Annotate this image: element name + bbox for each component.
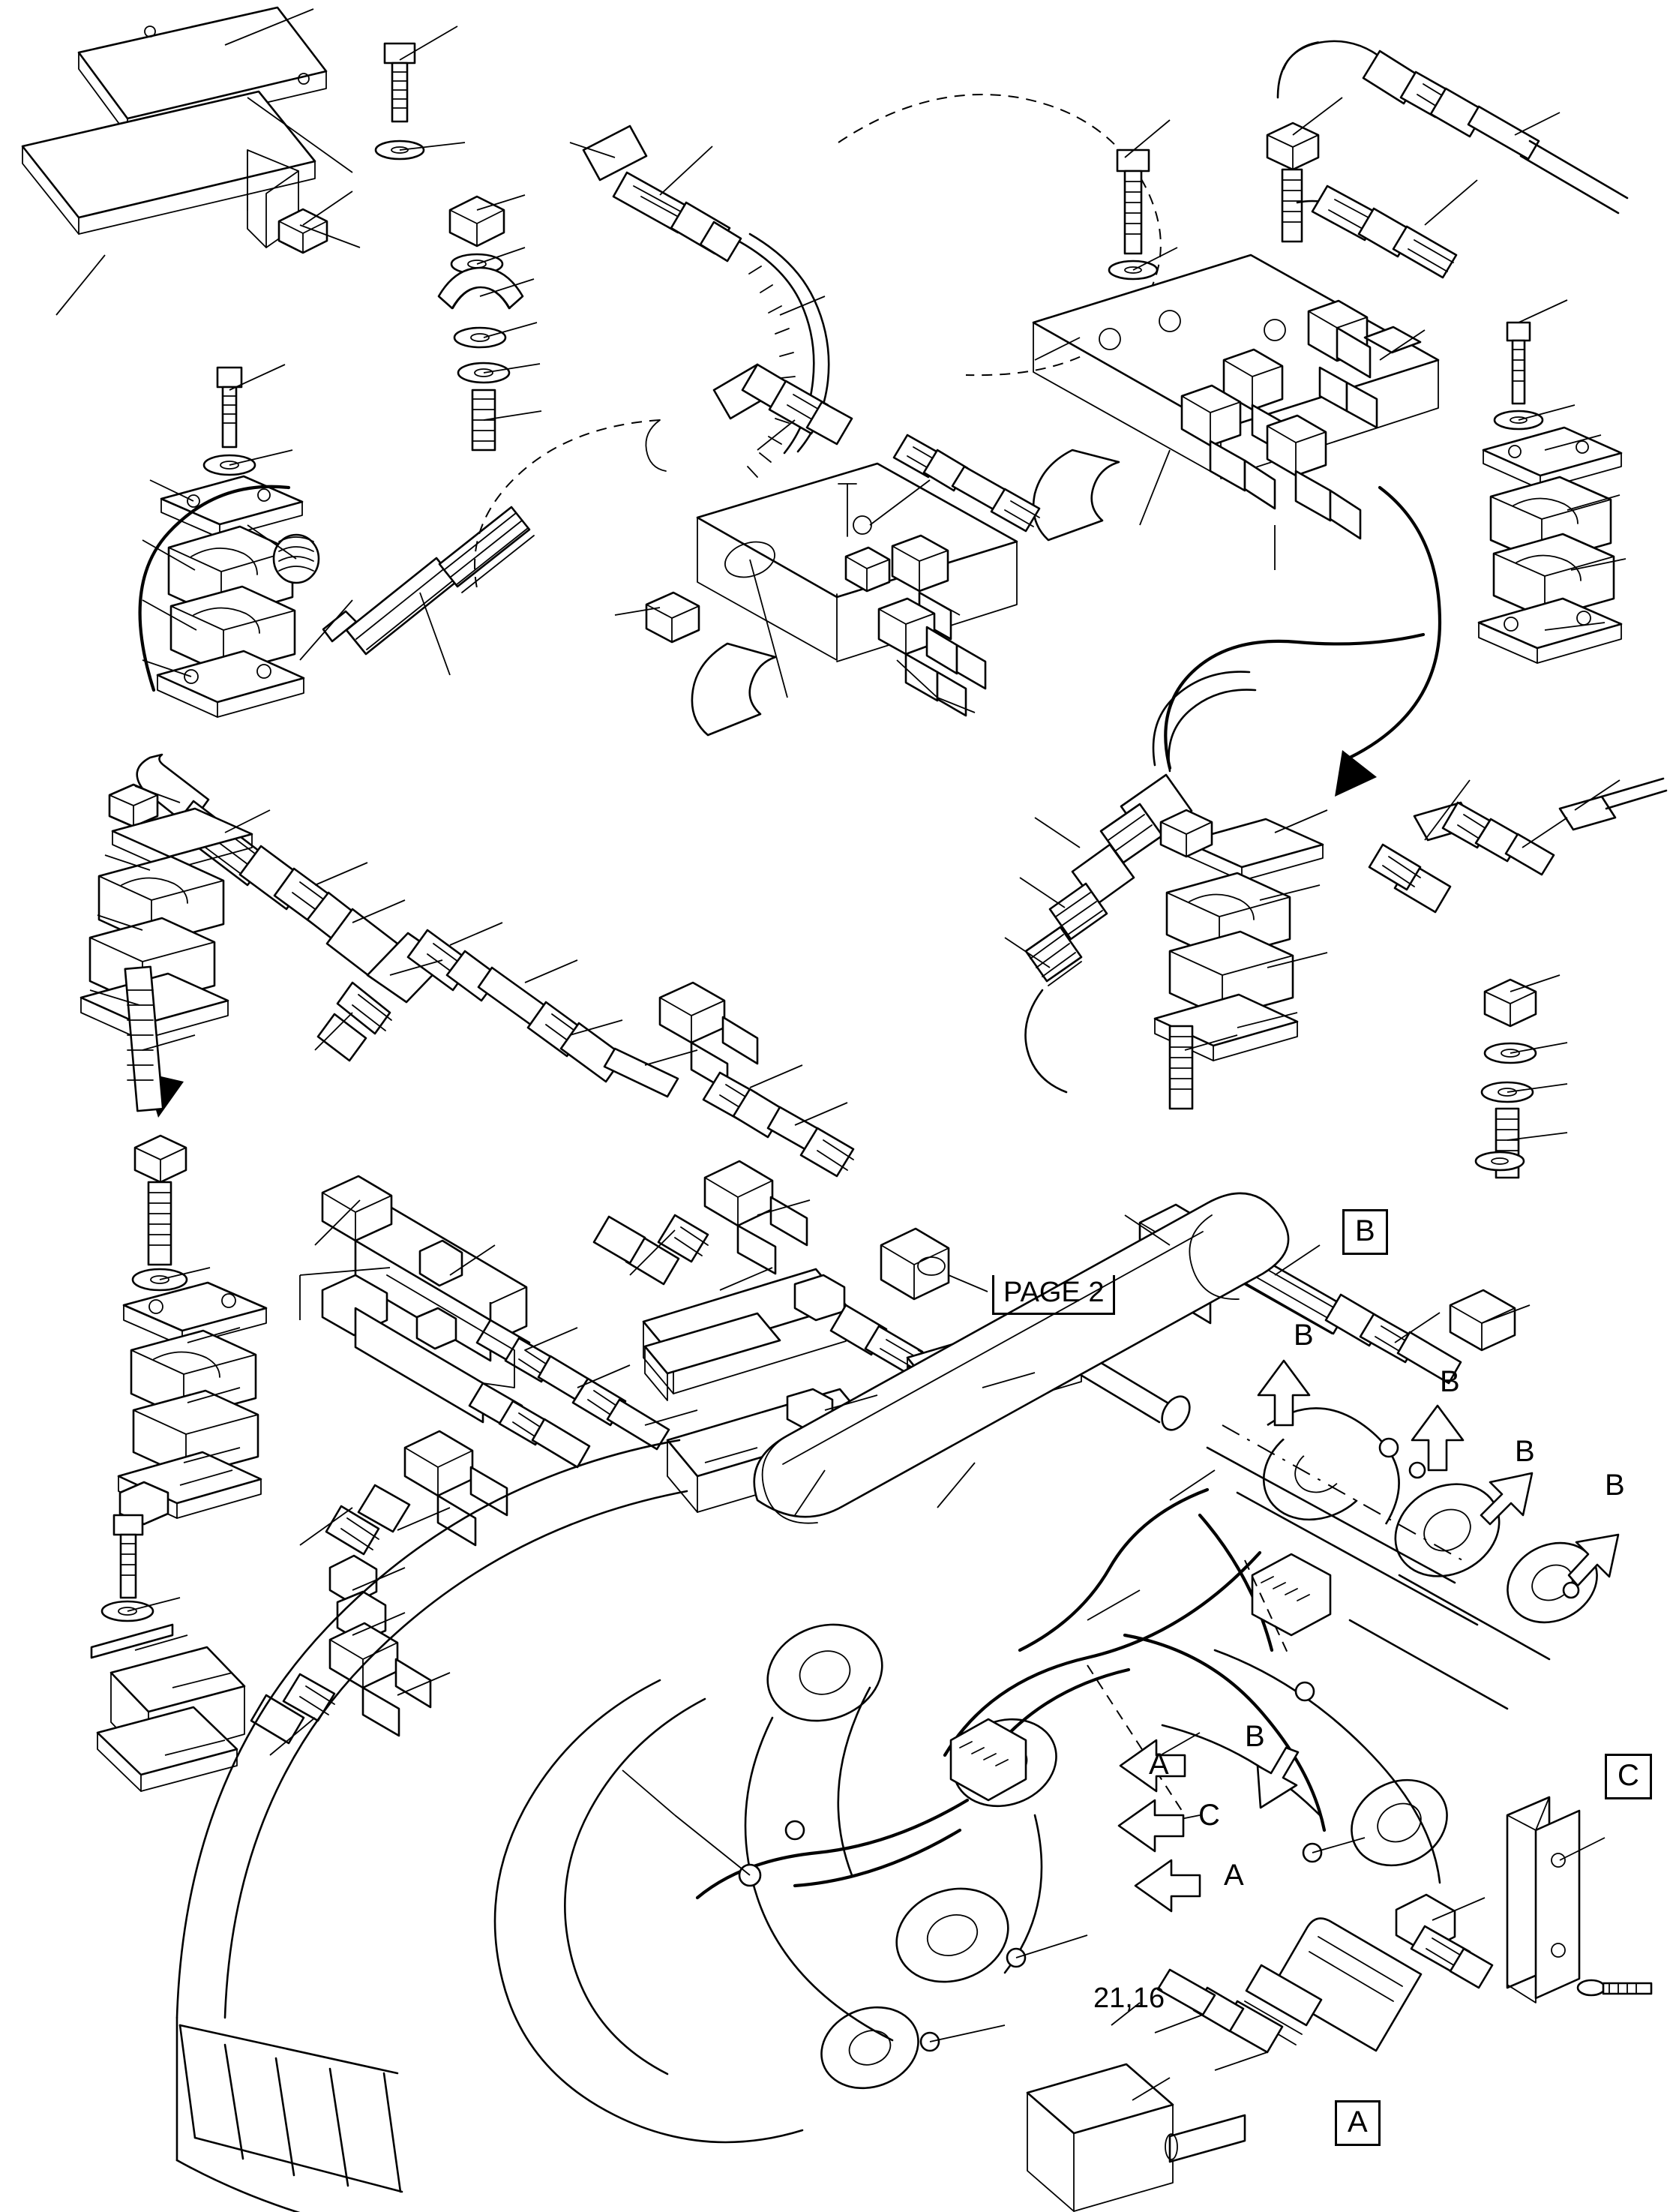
section-c-box: C	[1605, 1754, 1652, 1799]
hex-nut-page2	[881, 1229, 988, 1299]
rod-assembly-a	[1027, 1895, 1492, 2211]
bracket-c-part	[1507, 1797, 1651, 2003]
hose-fitting-assembly-midleft	[81, 755, 678, 1111]
section-b-box: B	[1342, 1209, 1388, 1255]
hose-dashed-path-left	[475, 420, 660, 588]
manifold-bolts	[1109, 123, 1318, 279]
hose-right-center	[1026, 635, 1667, 1178]
section-a-box: A	[1335, 2100, 1381, 2146]
callout-c-1: C	[1198, 1799, 1220, 1832]
callout-a-1: A	[1149, 1748, 1169, 1781]
part-number-note: 21,16	[1093, 1982, 1165, 2014]
callout-a-2: A	[1224, 1859, 1244, 1892]
clamp-block-right-upper	[1479, 323, 1621, 663]
cover-plate-group	[22, 8, 326, 248]
arrow-curve-right	[1350, 488, 1440, 758]
page-reference-label: PAGE 2	[992, 1275, 1115, 1315]
callout-b-5: B	[1245, 1720, 1265, 1753]
rod-assembly-center-lower	[251, 1176, 1195, 1743]
callout-b-1: B	[1294, 1319, 1314, 1352]
callout-b-3: B	[1515, 1435, 1535, 1468]
bolt-block-bottom-left	[91, 1482, 244, 1791]
callout-b-2: B	[1440, 1365, 1460, 1398]
clamp-washer-stack	[439, 197, 523, 450]
callout-b-4: B	[1605, 1469, 1625, 1502]
